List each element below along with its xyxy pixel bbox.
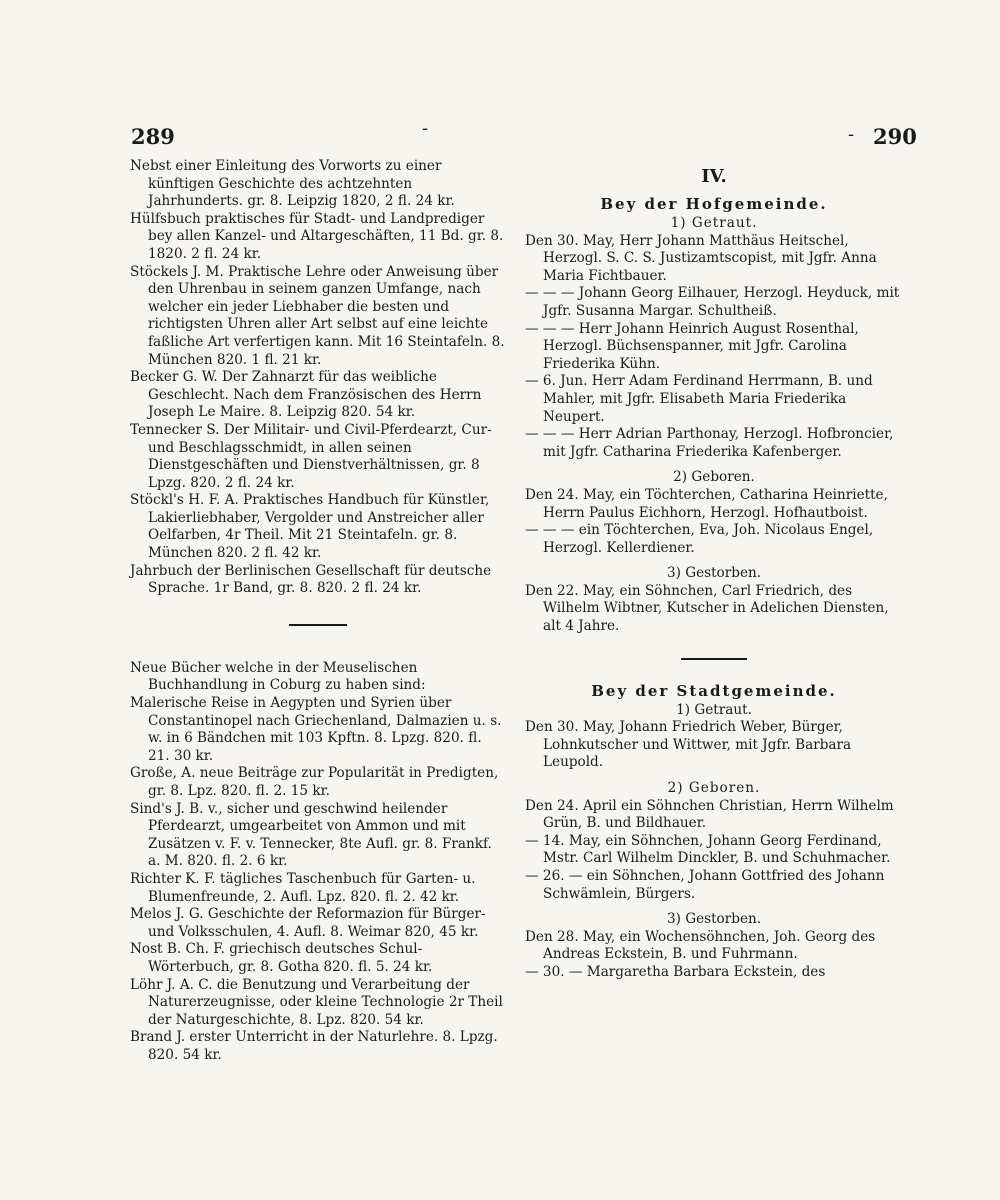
- subsection-title: 3) Gestorben.: [666, 911, 762, 928]
- register-entry: — — — ein Töchterchen, Eva, Joh. Nicolaus Engel, Herzogl. Kellerdiener.: [525, 522, 874, 556]
- register-entry: — 6. Jun. Herr Adam Ferdinand Herrmann, B. und Mahler, mit Jgfr. Elisabeth Maria Friederika Neupert.: [525, 373, 873, 425]
- book-entry: Jahrbuch der Berlinischen Gesellschaft für deutsche Sprache. 1r Band, gr. 8. 820. 2 fl. 24 kr.: [130, 562, 492, 597]
- section-divider: [681, 658, 747, 660]
- book-entry: Becker G. W. Der Zahnarzt für das weibliche Geschlecht. Nach dem Französischen des Herrn Joseph Le Maire. 8. Leipzig 820. 54 kr.: [130, 369, 482, 421]
- book-entry: Löhr J. A. C. die Benutzung und Verarbeitung der Naturerzeugnisse, oder kleine Technologie 2r Theil der Naturgeschichte, 8. Lpz. 820. 54 kr.: [130, 976, 503, 1028]
- register-entry: Den 30. May, Johann Friedrich Weber, Bürger, Lohnkutscher und Wittwer, mit Jgfr. Barbara Leupold.: [525, 719, 852, 771]
- book-entry: Richter K. F. tägliches Taschenbuch für Garten- u. Blumenfreunde, 2. Aufl. Lpz. 820. fl. 2. 42 kr.: [130, 870, 476, 905]
- register-entry: Den 30. May, Herr Johann Matthäus Heitschel, Herzogl. S. C. S. Justizamtscopist, mit Jgfr. Anna Maria Fichtbauer.: [525, 232, 877, 284]
- book-entry: Brand J. erster Unterricht in der Naturlehre. 8. Lpzg. 820. 54 kr.: [130, 1029, 498, 1063]
- book-entry: Stöckels J. M. Praktische Lehre oder Anweisung über den Uhrenbau in seinem ganzen Umfange, nach welcher ein jeder Liebhaber die besten und richtigsten Uhren aller Art selbst auf eine leichte faßliche Art verfertigen kann. Mit 16 Steintafeln. 8. München 820. 1 fl. 21 kr.: [130, 263, 505, 368]
- page-dash-mark-right: -: [848, 124, 855, 145]
- hof-heading: Bey der Hofgemeinde.: [600, 195, 828, 213]
- book-entry: Sind's J. B. v., sicher und geschwind heilender Pferdearzt, umgearbeitet von Ammon und mit Zusätzen v. F. v. Tennecker, 8te Aufl. gr. 8. Frankf. a. M. 820. fl. 2. 6 kr.: [130, 800, 492, 870]
- page-dash-mark: -: [422, 118, 429, 139]
- page-number-left: 289: [131, 124, 175, 149]
- section-number: IV.: [701, 166, 727, 187]
- book-entry: Stöckl's H. F. A. Praktisches Handbuch für Künstler, Lakierliebhaber, Vergolder und Anstreicher aller Oelfarben, 4r Theil. Mit 21 Steintafeln. gr. 8. München 820. 2 fl. 42 kr.: [130, 492, 490, 562]
- register-entry: Den 22. May, ein Söhnchen, Carl Friedrich, des Wilhelm Wibtner, Kutscher in Adelichen Diensten, alt 4 Jahre.: [525, 582, 889, 635]
- book-entry: Nost B. Ch. F. griechisch deutsches Schul-Wörterbuch, gr. 8. Gotha 820. fl. 5. 24 kr.: [130, 941, 433, 975]
- stadt-heading: Bey der Stadtgemeinde.: [591, 681, 837, 700]
- register-entry: — — — Johann Georg Eilhauer, Herzogl. Heyduck, mit Jgfr. Susanna Margar. Schultheiß.: [525, 285, 900, 319]
- book-entry: Malerische Reise in Aegypten und Syrien über Constantinopel nach Griechenland, Dalmazien u. s. w. in 6 Bändchen mit 103 Kpftn. 8. Lpzg. 820. fl. 21. 30 kr.: [130, 695, 502, 764]
- register-entry: Den 28. May, ein Wochensöhnchen, Joh. Georg des Andreas Eckstein, B. und Fuhrmann.: [525, 928, 876, 963]
- register-entry: — 30. — Margaretha Barbara Eckstein, des: [525, 963, 826, 980]
- subsection-title: 2) Geboren.: [667, 780, 761, 797]
- book-entry: Hülfsbuch praktisches für Stadt- und Landprediger bey allen Kanzel- und Altargeschäften, 11 Bd. gr. 8. 1820. 2 fl. 24 kr.: [130, 210, 504, 262]
- page-number-right: 290: [873, 124, 917, 149]
- subsection-title: 3) Gestorben.: [666, 565, 762, 582]
- register-entry: — — — Herr Adrian Parthonay, Herzogl. Hofbroncier, mit Jgfr. Catharina Friederika Kafenberger.: [525, 426, 894, 460]
- book-entry: Nebst einer Einleitung des Vorworts zu einer künftigen Geschichte des achtzehnten Jahrhunderts. gr. 8. Leipzig 1820, 2 fl. 24 kr.: [130, 158, 455, 210]
- left-column: [130, 158, 506, 1065]
- register-entry: — — — Herr Johann Heinrich August Rosenthal, Herzogl. Büchsenspanner, mit Jgfr. Carolina Friederika Kühn.: [525, 320, 859, 372]
- register-entry: — 26. — ein Söhnchen, Johann Gottfried des Johann Schwämlein, Bürgers.: [525, 868, 885, 902]
- register-entry: Den 24. April ein Söhnchen Christian, Herrn Wilhelm Grün, B. und Bildhauer.: [525, 797, 894, 832]
- book-entry: Melos J. G. Geschichte der Reformazion für Bürger- und Volksschulen, 4. Aufl. 8. Weimar 820, 45 kr.: [130, 906, 486, 940]
- book-entry: Große, A. neue Beiträge zur Popularität in Predigten, gr. 8. Lpz. 820. fl. 2. 15 kr.: [130, 765, 499, 799]
- subsection-title: 1) Getraut.: [676, 701, 752, 718]
- register-entry: Den 24. May, ein Töchterchen, Catharina Heinriette, Herrn Paulus Eichhorn, Herzogl. Hofhautboist.: [525, 486, 888, 521]
- subsection-title: 2) Geboren.: [673, 469, 755, 486]
- right-column: [525, 165, 903, 982]
- book-entry: Tennecker S. Der Militair- und Civil-Pferdearzt, Cur- und Beschlagsschmidt, in allen seinen Dienstgeschäften und Dienstverhältnissen, gr. 8 Lpzg. 820. 2 fl. 24 kr.: [130, 421, 492, 491]
- register-entry: — 14. May, ein Söhnchen, Johann Georg Ferdinand, Mstr. Carl Wilhelm Dinckler, B. und Schuhmacher.: [525, 832, 891, 867]
- section-divider: [289, 624, 347, 626]
- subsection-title: 1) Getraut.: [670, 215, 758, 231]
- announcement-heading: Neue Bücher welche in der Meuselischen Buchhandlung in Coburg zu haben sind:: [130, 659, 426, 694]
